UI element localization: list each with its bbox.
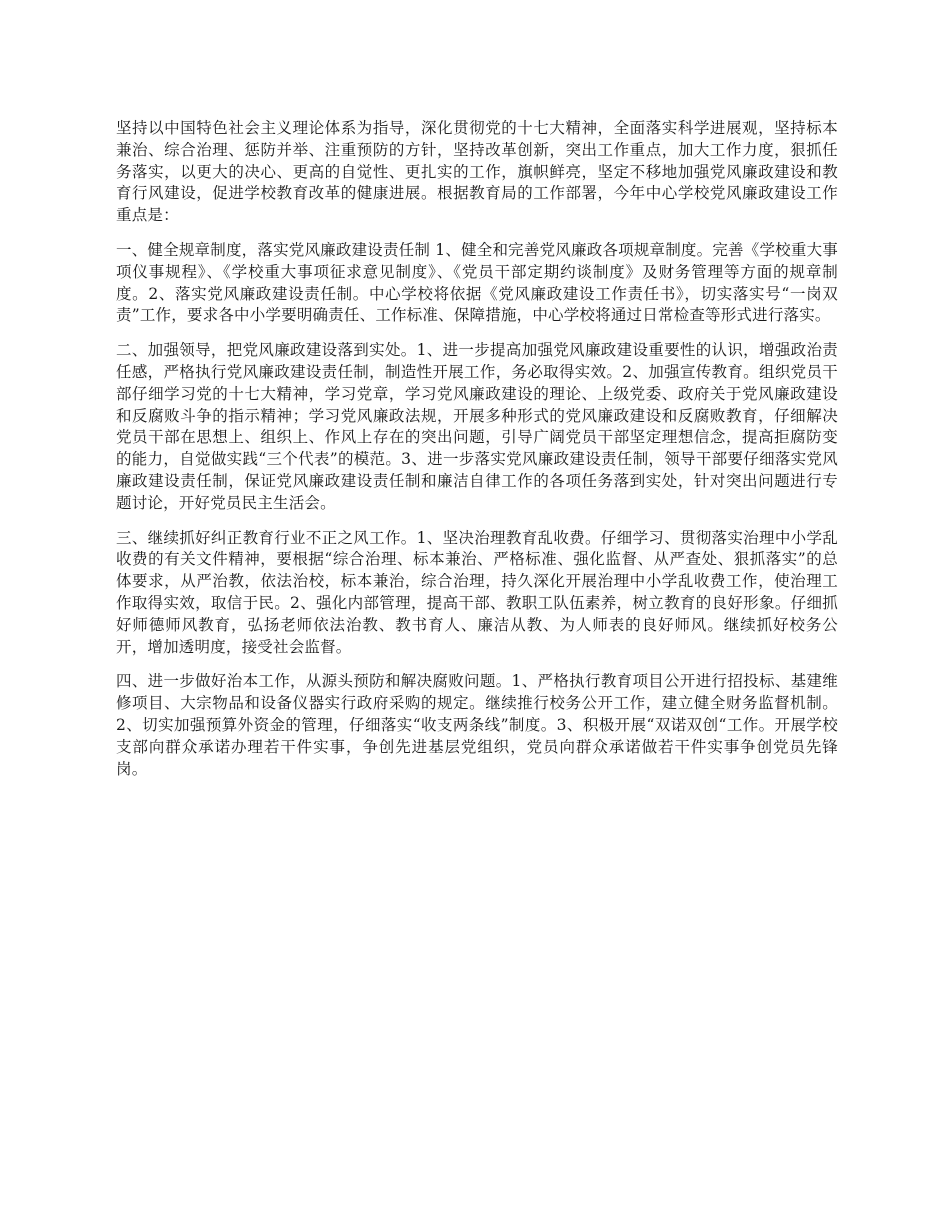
paragraph-section-3: 三、继续抓好纠正教育行业不正之风工作。1、坚决治理教育乱收费。仔细学习、贯彻落实治理中小学乱收费的有关文件精神，要根据“综合治理、标本兼治、严格标准、强化监督、从严查处、狠抓落实”的总体要求，从严治教，依法治校，标本兼治，综合治理，持久深化开展治理中小学乱收费工作，使治理工作取得实效，取信于民。2、强化内部管理，提高干部、教职工队伍素养，树立教育的良好形象。仔细抓好师德师风教育，弘扬老师依法治教、教书育人、廉洁从教、为人师表的良好师风。继续抓好校务公开，增加透明度，接受社会监督。 <box>116 528 838 656</box>
paragraph-section-2: 二、加强领导，把党风廉政建设落到实处。1、进一步提高加强党风廉政建设重要性的认识，增强政治责任感，严格执行党风廉政建设责任制，制造性开展工作，务必取得实效。2、加强宣传教育。组织党员干部仔细学习党的十七大精神，学习党章，学习党风廉政建设的理论、上级党委、政府关于党风廉政建设和反腐败斗争的指示精神；学习党风廉政法规，开展多种形式的党风廉政建设和反腐败教育，仔细解决党员干部在思想上、组织上、作风上存在的突出问题，引导广阔党员干部坚定理想信念，提高拒腐防变的能力，自觉做实践“三个代表”的模范。3、进一步落实党风廉政建设责任制，领导干部要仔细落实党风廉政建设责任制，保证党风廉政建设责任制和廉洁自律工作的各项任务落到实处，针对突出问题进行专题讨论，开好党员民主生活会。 <box>116 341 838 512</box>
paragraph-section-1: 一、健全规章制度，落实党风廉政建设责任制 1、健全和完善党风廉政各项规章制度。完善《学校重大事项仪事规程》、《学校重大事项征求意见制度》、《党员干部定期约谈制度》及财务管理等方面的规章制度。2、落实党风廉政建设责任制。中心学校将依据《党风廉政建设工作责任书》，切实落实号“一岗双责”工作，要求各中小学要明确责任、工作标准、保障措施，中心学校将通过日常检查等形式进行落实。 <box>116 240 838 325</box>
document-body <box>116 118 838 793</box>
paragraph-intro: 坚持以中国特色社会主义理论体系为指导，深化贯彻党的十七大精神，全面落实科学进展观，坚持标本兼治、综合治理、惩防并举、注重预防的方针，坚持改革创新，突出工作重点，加大工作力度，狠抓任务落实，以更大的决心、更高的自觉性、更扎实的工作，旗帜鲜亮，坚定不移地加强党风廉政建设和教育行风建设，促进学校教育改革的健康进展。根据教育局的工作部署，今年中心学校党风廉政建设工作重点是： <box>116 119 838 225</box>
paragraph-section-4: 四、进一步做好治本工作，从源头预防和解决腐败问题。1、严格执行教育项目公开进行招投标、基建维修项目、大宗物品和设备仪器实行政府采购的规定。继续推行校务公开工作，建立健全财务监督机制。2、切实加强预算外资金的管理，仔细落实“收支两条线”制度。3、积极开展“双诺双创“工作。开展学校支部向群众承诺办理若干件实事，争创先进基层党组织，党员向群众承诺做若干件实事争创党员先锋岗。 <box>116 672 838 778</box>
